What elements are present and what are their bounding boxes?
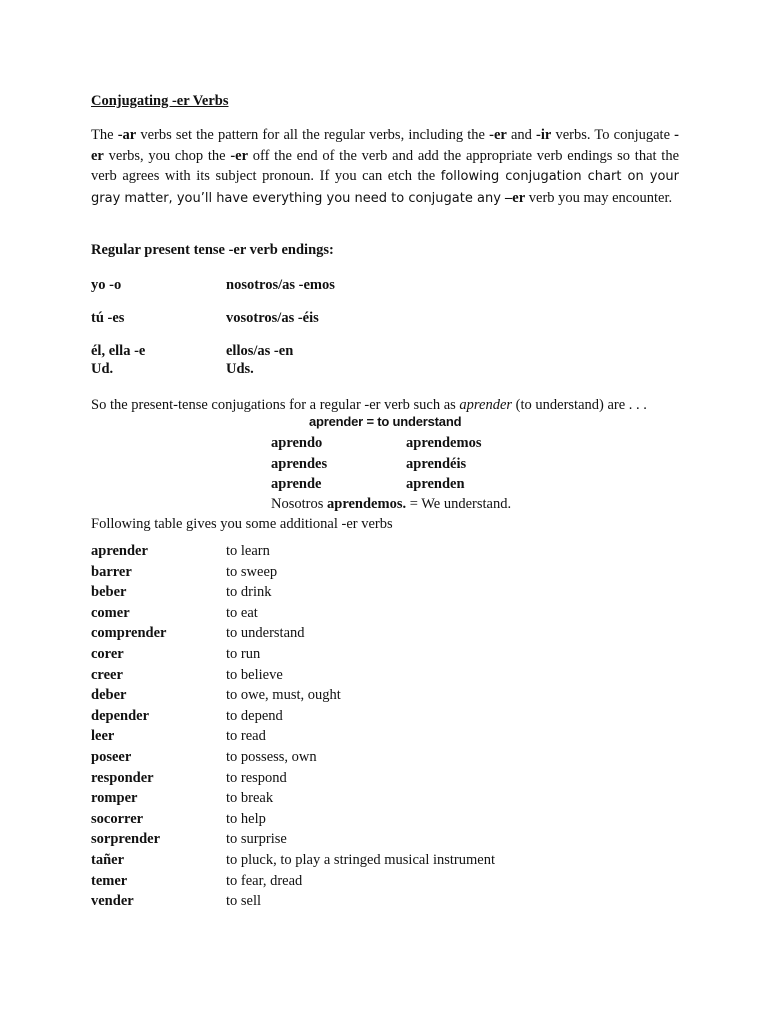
verb-spanish: creer bbox=[91, 666, 123, 683]
ending-right: nosotros/as -emos bbox=[226, 277, 335, 293]
ending-right: ellos/as -en bbox=[226, 343, 294, 359]
intro-text: The bbox=[91, 127, 118, 143]
verb-spanish: romper bbox=[91, 790, 138, 807]
verb-spanish: depender bbox=[91, 707, 149, 724]
intro-text: off the end of the verb and add the appropriate verb endings so that the verb agrees with its subject pronoun. If you can etch the bbox=[91, 147, 679, 185]
intro-text: verbs. To conjugate bbox=[551, 127, 675, 143]
sentence-text: (to understand) are . . . bbox=[512, 397, 647, 413]
ending-left: él, ella -e bbox=[91, 343, 146, 359]
conjugation-plural: aprendemos bbox=[406, 435, 482, 451]
verb-english: to surprise bbox=[226, 831, 287, 848]
verb-english: to sell bbox=[226, 893, 262, 910]
verb-spanish: responder bbox=[91, 769, 154, 786]
verb-spanish: corer bbox=[91, 645, 124, 662]
intro-text: verbs set the pattern for all the regular verbs, including the bbox=[136, 127, 490, 143]
verb-english: to eat bbox=[226, 604, 258, 621]
verb-english: to fear, dread bbox=[226, 872, 303, 889]
intro-bold: -er bbox=[489, 127, 507, 143]
verb-spanish: sorprender bbox=[91, 831, 161, 848]
ending-left: Ud. bbox=[91, 361, 114, 377]
example-text: Nosotros bbox=[271, 496, 327, 512]
verb-english: to pluck, to play a stringed musical instrument bbox=[226, 851, 496, 868]
conjugation-singular: aprendo bbox=[271, 435, 323, 451]
ending-left: tú -es bbox=[91, 310, 125, 326]
verb-english: to run bbox=[226, 645, 261, 662]
ending-right: Uds. bbox=[226, 361, 254, 377]
verb-spanish: vender bbox=[91, 893, 134, 910]
intro-text: verb you may encounter. bbox=[525, 190, 673, 207]
endings-heading: Regular present tense -er verb endings: bbox=[91, 242, 334, 258]
verb-english: to depend bbox=[226, 707, 283, 724]
table-intro: Following table gives you some additional -er verbs bbox=[91, 516, 393, 532]
verb-spanish: deber bbox=[91, 687, 127, 704]
verb-english: to break bbox=[226, 790, 274, 807]
verb-english: to respond bbox=[226, 769, 287, 786]
intro-text: verbs, you chop the bbox=[103, 147, 231, 164]
verb-spanish: barrer bbox=[91, 563, 132, 580]
verb-spanish: tañer bbox=[91, 851, 125, 868]
verb-english: to owe, must, ought bbox=[226, 687, 341, 704]
verb-english: to sweep bbox=[226, 563, 278, 580]
intro-text-sans: following conjugation chart on your gray matter, you’ll have everything you need to conjugate any bbox=[91, 169, 679, 207]
conjugation-plural: aprenden bbox=[406, 476, 465, 492]
verb-english: to believe bbox=[226, 666, 283, 683]
conjugation-singular: aprendes bbox=[271, 456, 328, 472]
example-text: = We understand. bbox=[406, 496, 512, 512]
verb-spanish: poseer bbox=[91, 748, 132, 765]
verb-spanish: comprender bbox=[91, 625, 167, 642]
verb-english: to possess, own bbox=[226, 748, 317, 765]
intro-bold: -ir bbox=[536, 127, 552, 143]
verb-spanish: leer bbox=[91, 728, 115, 745]
verb-english: to understand bbox=[226, 625, 305, 642]
intro-bold: -er bbox=[230, 147, 249, 164]
intro-text: and bbox=[506, 127, 537, 143]
example-sentence bbox=[271, 496, 511, 513]
ending-right: vosotros/as -éis bbox=[226, 310, 319, 326]
intro-paragraph bbox=[91, 125, 679, 210]
conjugation-singular: aprende bbox=[271, 476, 322, 492]
verb-spanish: socorrer bbox=[91, 810, 144, 827]
example-bold: aprendemos. bbox=[327, 496, 407, 512]
verb-english: to help bbox=[226, 810, 266, 827]
sentence-text: So the present-tense conjugations for a regular -er verb such as bbox=[91, 397, 460, 413]
verb-english: to learn bbox=[226, 543, 270, 559]
ending-left: yo -o bbox=[91, 277, 122, 293]
verb-spanish: temer bbox=[91, 872, 128, 889]
conjugation-plural: aprendéis bbox=[406, 456, 467, 472]
verb-spanish: comer bbox=[91, 604, 130, 621]
intro-bold: –er bbox=[505, 190, 526, 207]
verb-spanish: beber bbox=[91, 584, 127, 601]
intro-bold: -ar bbox=[117, 127, 137, 143]
conjugation-chart-title: aprender = to understand bbox=[309, 414, 462, 429]
sentence-verb: aprender bbox=[459, 397, 513, 413]
document-title: Conjugating -er Verbs bbox=[91, 93, 229, 109]
conjugation-intro-sentence bbox=[91, 397, 647, 414]
verb-english: to read bbox=[226, 728, 266, 745]
verb-english: to drink bbox=[226, 584, 272, 601]
intro-bold: -er bbox=[91, 127, 679, 164]
verb-spanish: aprender bbox=[91, 543, 148, 559]
